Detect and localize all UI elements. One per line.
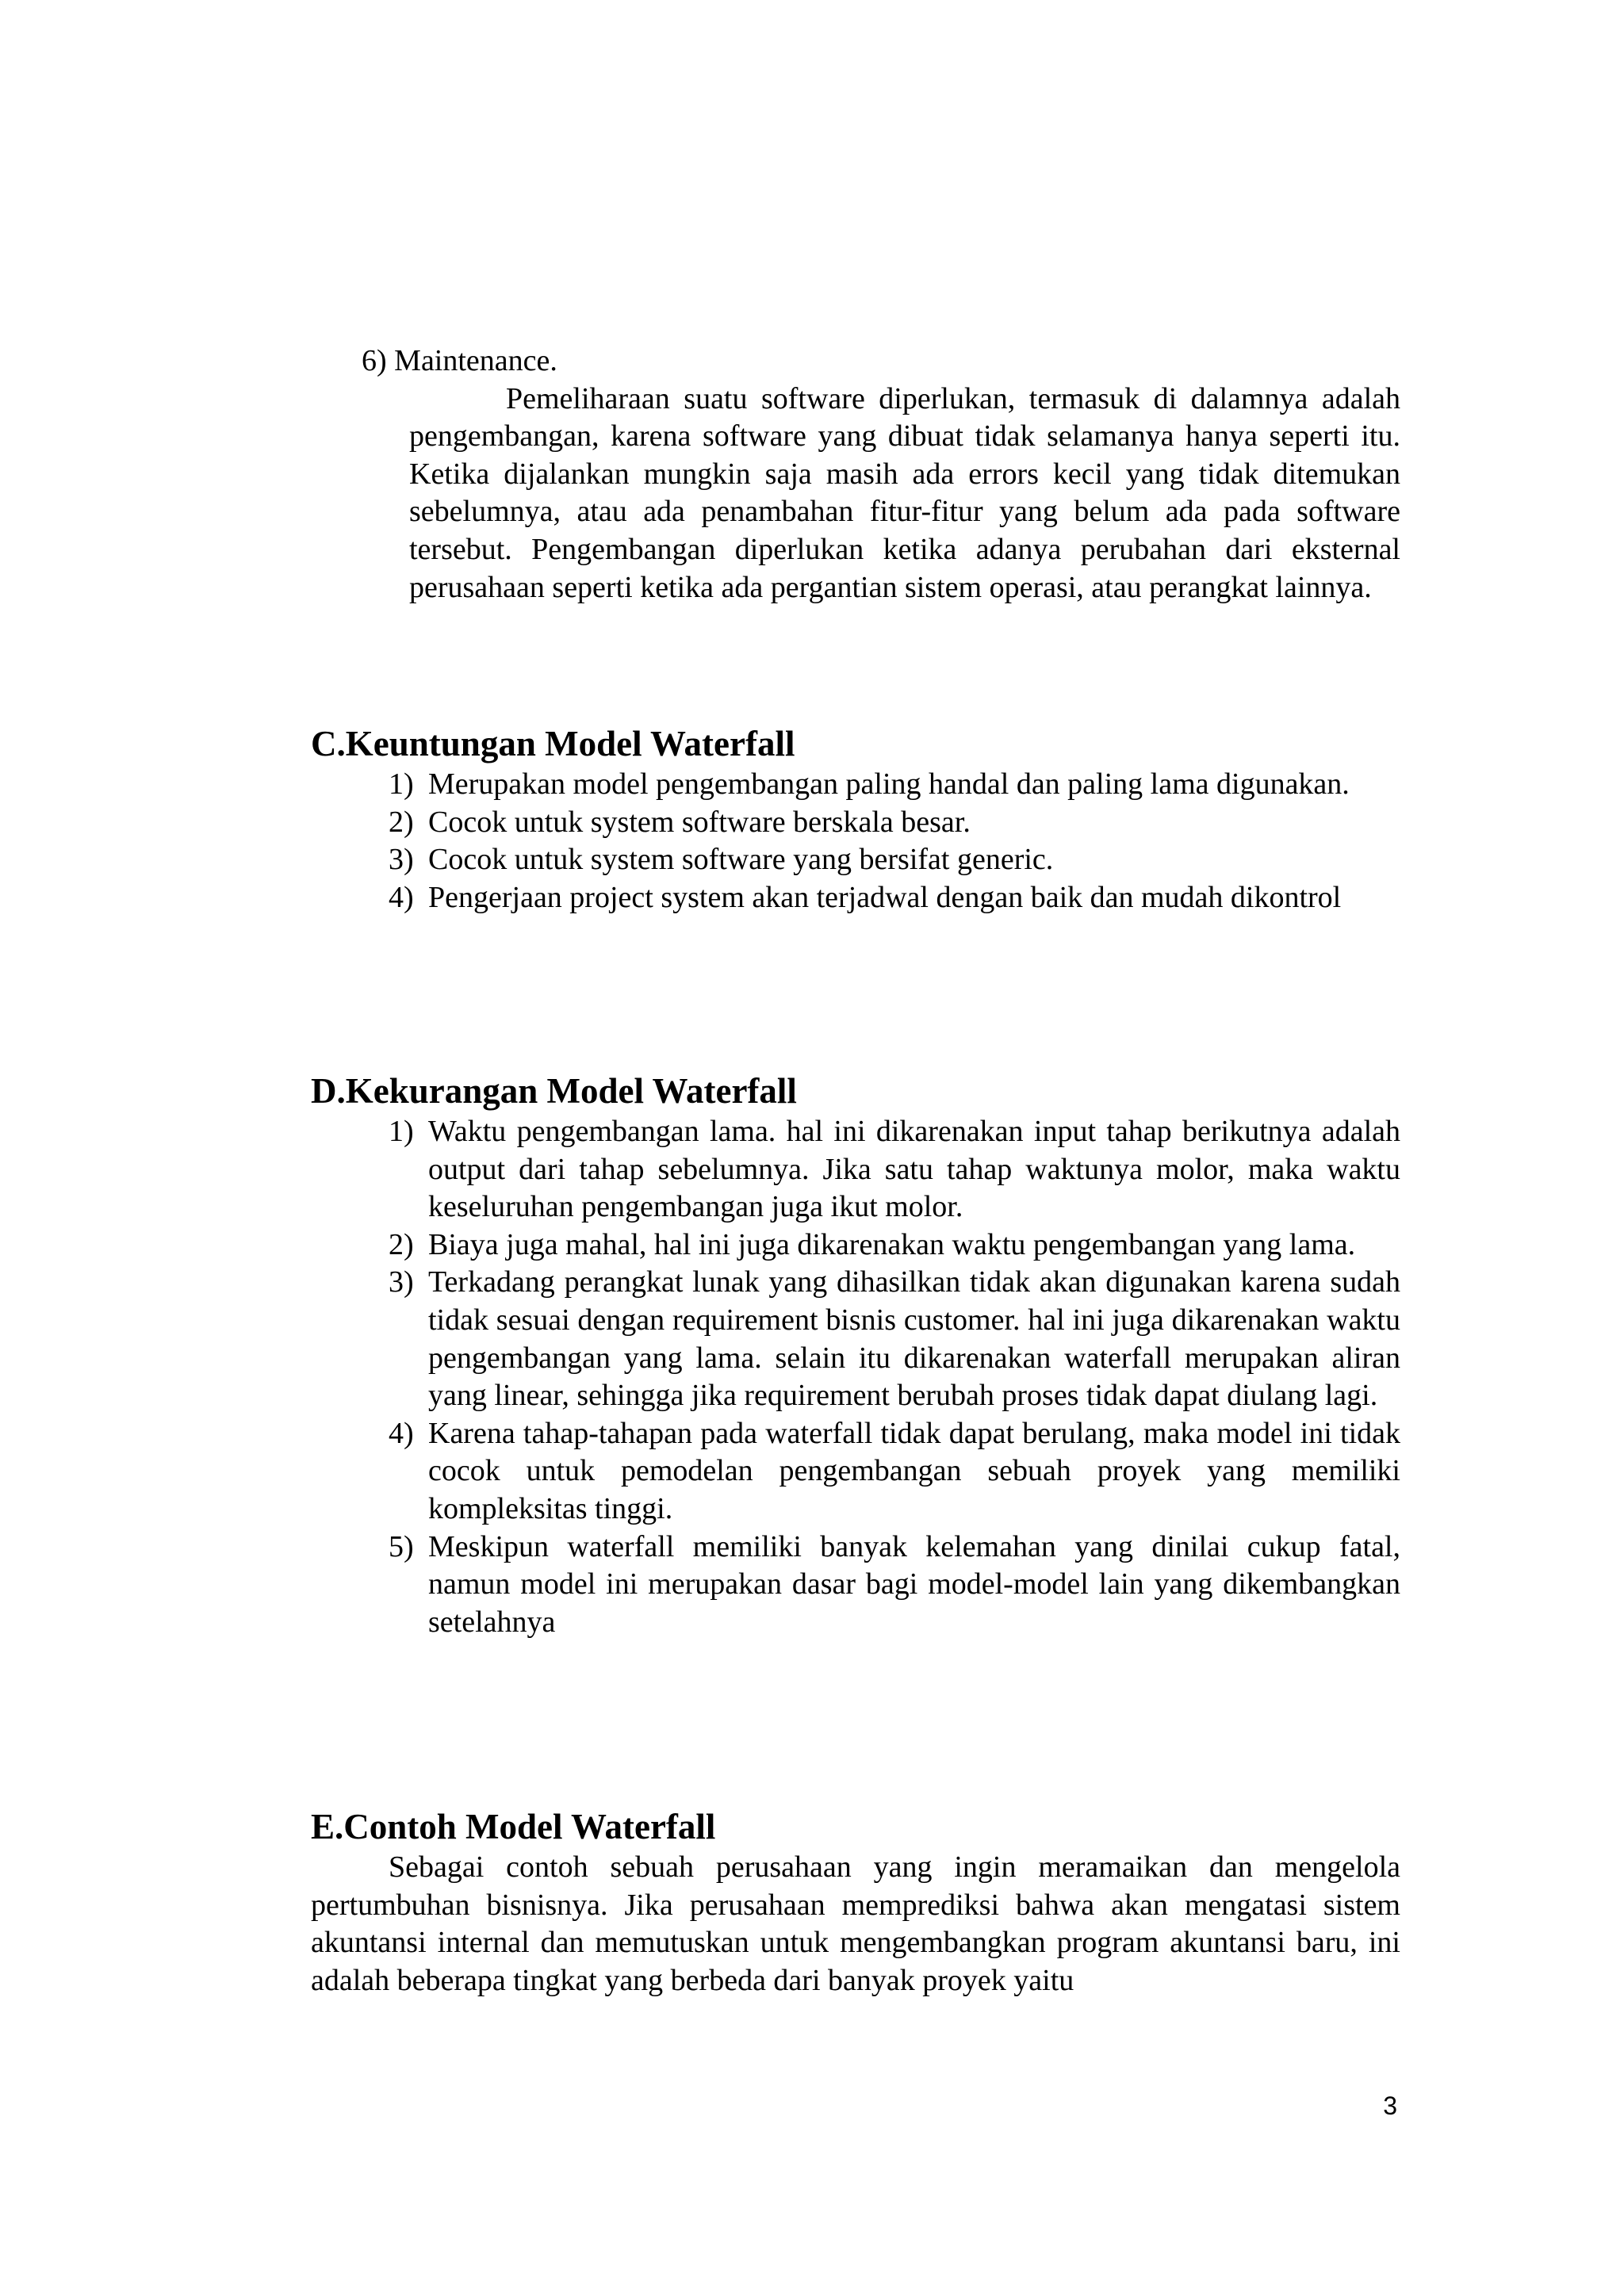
section-heading-advantages: C.Keuntungan Model Waterfall: [311, 724, 795, 763]
maintenance-paragraph: Pemeliharaan suatu software diperlukan, termasuk di dalamnya adalah pengembangan, karena software yang dibuat tidak selamanya hanya seperti itu. Ketika dijalankan mungkin saja masih ada errors kecil yang tidak ditemukan sebelumnya, atau ada penambahan fitur-fitur yang belum ada pada software tersebut. Pengembangan diperlukan ketika adanya perubahan dari eksternal perusahaan seperti ketika ada pergantian sistem operasi, atau perangkat lainnya.: [409, 381, 1400, 604]
list-number: 1): [389, 1115, 414, 1148]
list-item: [311, 766, 1400, 804]
list-item: [311, 1264, 1400, 1414]
list-item: [311, 1415, 1400, 1529]
list-number: 1): [389, 767, 414, 801]
list-item: [311, 1113, 1400, 1226]
list-text: Terkadang perangkat lunak yang dihasilkan tidak akan digunakan karena sudah tidak sesuai dengan requirement bisnis customer. hal ini juga dikarenakan waktu pengembangan yang lama. selain itu dikarenakan waterfall merupakan aliran yang linear, sehingga jika requirement berubah proses tidak dapat diulang lagi.: [428, 1265, 1400, 1413]
list-number: 5): [389, 1529, 414, 1563]
example-paragraph: Sebagai contoh sebuah perusahaan yang ingin meramaikan dan mengelola pertumbuhan bisnisnya. Jika perusahaan memprediksi bahwa akan mengatasi sistem akuntansi internal dan memutuskan untuk mengembangkan program akuntansi baru, ini adalah beberapa tingkat yang berbeda dari banyak proyek yaitu: [311, 1850, 1400, 1997]
list-number: 4): [389, 880, 414, 914]
list-item: [311, 1529, 1400, 1642]
list-number: 3): [389, 1265, 414, 1299]
disadvantages-list: [311, 1113, 1400, 1641]
list-item: [311, 804, 1400, 842]
maintenance-item: [311, 342, 1400, 607]
page-number: 3: [1383, 2091, 1397, 2120]
list-text: Waktu pengembangan lama. hal ini dikarenakan input tahap berikutnya adalah output dari tahap sebelumnya. Jika satu tahap waktunya molor, maka waktu keseluruhan pengembangan juga ikut molor.: [428, 1115, 1400, 1224]
list-text: Merupakan model pengembangan paling handal dan paling lama digunakan.: [428, 767, 1350, 801]
list-text: Meskipun waterfall memiliki banyak kelemahan yang dinilai cukup fatal, namun model ini merupakan dasar bagi model-model lain yang dikembangkan setelahnya: [428, 1529, 1400, 1639]
list-item: [311, 879, 1400, 917]
list-text: Pengerjaan project system akan terjadwal dengan baik dan mudah dikontrol: [428, 880, 1342, 914]
section-heading-example: E.Contoh Model Waterfall: [311, 1807, 716, 1846]
list-number: 2): [389, 805, 414, 839]
maintenance-label: 6) Maintenance.: [362, 344, 557, 377]
section-advantages: [311, 721, 1400, 916]
list-item: [311, 1226, 1400, 1265]
list-text: Karena tahap-tahapan pada waterfall tidak dapat berulang, maka model ini tidak cocok untuk pemodelan pengembangan sebuah proyek yang memiliki kompleksitas tinggi.: [428, 1416, 1400, 1525]
section-heading-disadvantages: D.Kekurangan Model Waterfall: [311, 1071, 797, 1111]
list-text: Biaya juga mahal, hal ini juga dikarenakan waktu pengembangan yang lama.: [428, 1227, 1356, 1261]
list-number: 4): [389, 1416, 414, 1450]
list-item: [311, 841, 1400, 879]
list-number: 2): [389, 1227, 414, 1261]
list-text: Cocok untuk system software yang bersifat generic.: [428, 843, 1054, 877]
section-example: [311, 1804, 1400, 1999]
list-text: Cocok untuk system software berskala besar.: [428, 805, 971, 839]
section-disadvantages: [311, 1069, 1400, 1641]
list-number: 3): [389, 843, 414, 877]
advantages-list: [311, 766, 1400, 916]
